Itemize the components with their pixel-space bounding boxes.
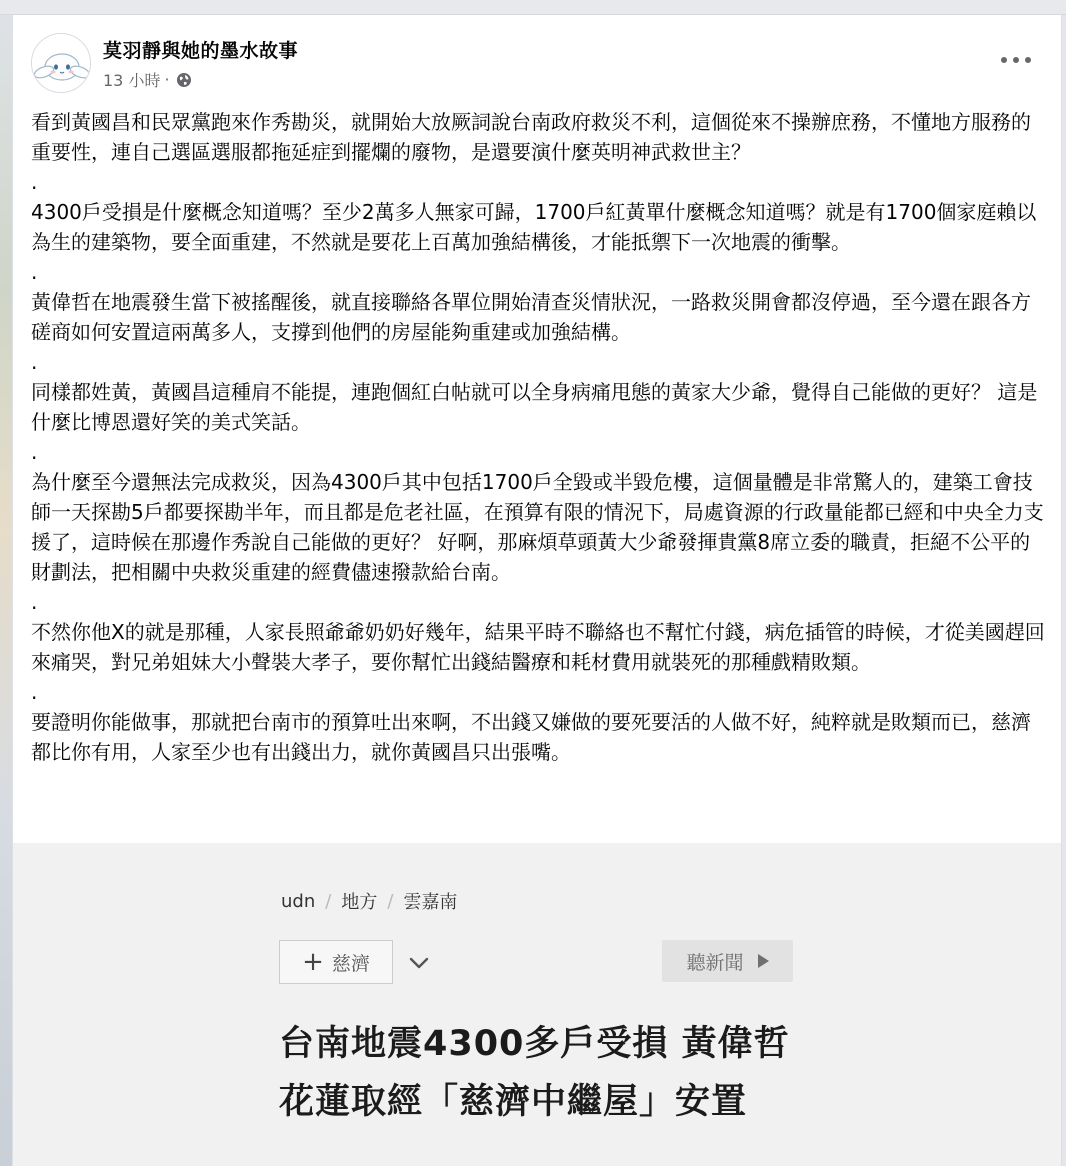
chevron-down-icon (407, 951, 431, 975)
more-dot (1013, 57, 1019, 63)
paragraph: 黃偉哲在地震發生當下被搖醒後，就直接聯絡各單位開始清查災情狀況，一路救災開會都沒停過，至今還在跟各方磋商如何安置這兩萬多人，支撐到他們的房屋能夠重建或加強結構。 (31, 290, 1031, 344)
more-options-button[interactable] (1001, 53, 1031, 67)
post-time[interactable]: 13 小時 (103, 71, 161, 90)
post-meta (103, 68, 192, 91)
paragraph-dot: . (31, 440, 38, 464)
follow-tag-button (279, 940, 393, 984)
paragraph-dot: . (31, 590, 38, 614)
breadcrumb (281, 888, 457, 914)
paragraph: 4300戶受損是什麼概念知道嗎？至少2萬多人無家可歸，1700戶紅黃單什麼概念知道嗎？就是有1700個家庭賴以為生的建築物，要全面重建，不然就是要花上百萬加強結構後，才能抵禦下一次地震的衝擊。 (31, 200, 1037, 254)
breadcrumb-item: 雲嘉南 (403, 892, 458, 913)
paragraph: 不然你他X的就是那種，人家長照爺爺奶奶好幾年，結果平時不聯絡也不幫忙付錢，病危插管的時候，才從美國趕回來痛哭，對兄弟姐妹大小聲裝大孝子，要你幫忙出錢結醫療和耗材費用就裝死的那種戲精敗類。 (31, 620, 1045, 674)
listen-news-label: 聽新聞 (686, 951, 744, 974)
plus-icon: + (302, 947, 324, 977)
listen-news-button (662, 940, 793, 982)
more-dot (1001, 57, 1007, 63)
post-card (12, 15, 1062, 1166)
article-headline: 台南地震4300多戶受損 黃偉哲花蓮取經「慈濟中繼屋」安置 (279, 1024, 790, 1122)
more-dot (1025, 57, 1031, 63)
post-header (13, 15, 1061, 107)
paragraph-dot: . (31, 680, 38, 704)
breadcrumb-item: 地方 (341, 892, 378, 913)
author-name[interactable]: 莫羽靜與她的墨水故事 (103, 40, 299, 62)
paragraph: 看到黃國昌和民眾黨跑來作秀勘災，就開始大放厥詞說台南政府救災不利，這個從來不操辦庶務，不懂地方服務的重要性，連自己選區選服都拖延症到擺爛的廢物，是還要演什麼英明神武救世主？ (31, 110, 1031, 164)
paragraph: 同樣都姓黃，黃國昌這種肩不能提，連跑個紅白帖就可以全身病痛甩態的黃家大少爺，覺得自己能做的更好？ 這是什麼比博恩還好笑的美式笑話。 (31, 380, 1038, 434)
meta-separator: · (164, 70, 170, 89)
play-icon (758, 954, 769, 968)
paragraph-dot: . (31, 170, 38, 194)
paragraph-dot: . (31, 260, 38, 284)
breadcrumb-separator: / (387, 890, 394, 912)
globe-icon[interactable] (176, 72, 192, 88)
paragraph: 要證明你能做事，那就把台南市的預算吐出來啊，不出錢又嫌做的要死要活的人做不好，純粹就是敗類而已，慈濟都比你有用，人家至少也有出錢出力，就你黃國昌只出張嘴。 (31, 710, 1031, 764)
breadcrumb-separator: / (325, 890, 332, 912)
cinnamoroll-avatar-icon (32, 34, 91, 93)
previous-post-edge (0, 0, 1066, 15)
link-preview-image[interactable] (13, 843, 1061, 1166)
breadcrumb-item: udn (281, 890, 316, 912)
paragraph-dot: . (31, 350, 38, 374)
avatar[interactable] (31, 33, 91, 93)
follow-tag-label: 慈濟 (331, 952, 370, 975)
background-left (0, 0, 12, 1166)
post-text (31, 107, 1047, 767)
paragraph: 為什麼至今還無法完成救災，因為4300戶其中包括1700戶全毀或半毀危樓，這個量體是非常驚人的，建築工會技師一天探勘5戶都要探勘半年，而且都是危老社區，在預算有限的情況下，局處資源的行政量能都已經和中央全力支援了，這時候在那邊作秀說自己能做的更好？ 好啊，那麻煩草頭黃大少爺發揮貴黨8席立委的職責，拒絕不公平的財劃法，把相關中央救災重建的經費儘速撥款給台南。 (31, 470, 1044, 584)
